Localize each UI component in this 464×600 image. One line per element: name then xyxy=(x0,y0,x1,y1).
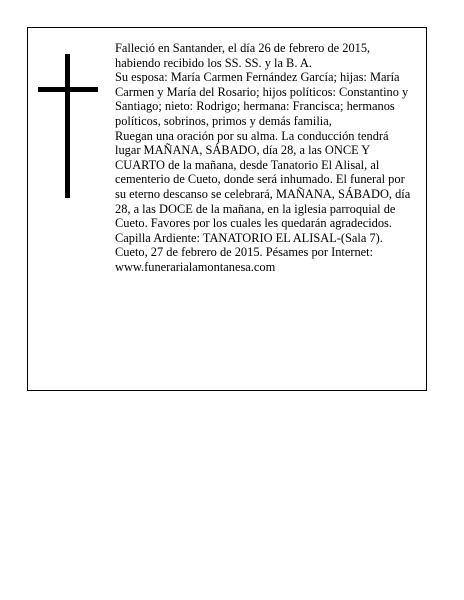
family-paragraph: Su esposa: María Carmen Fernández García; hijas: María Carmen y María del Rosario; hijos políticos: Constantino y Santiago; nieto: Rodrigo; hermana: Francisca; hermanos políticos, sobrinos, primos y demás familia, xyxy=(115,70,409,128)
ceremony-paragraph: Ruegan una oración por su alma. La conducción tendrá lugar MAÑANA, SÁBADO, día 28, a las ONCE Y CUARTO de la mañana, desde Tanatorio El Alisal, al cementerio de Cueto, donde será inhumado. El funeral por su eterno descanso se celebrará, MAÑANA, SÁBADO, día 28, a las DOCE de la mañana, en la iglesia parroquial de Cueto. Favores por los cuales les quedarán agradecidos. Capilla Ardiente: TANATORIO EL ALISAL-(Sala 7). xyxy=(115,128,411,245)
cross-vertical-bar xyxy=(65,54,70,198)
obituary-notice xyxy=(27,27,427,391)
cross-horizontal-bar xyxy=(38,87,98,92)
obituary-text xyxy=(115,41,415,275)
death-announcement-paragraph: Falleció en Santander, el día 26 de febrero de 2015, habiendo recibido los SS. SS. y la B. A. xyxy=(115,41,371,70)
cross-icon xyxy=(38,54,100,198)
date-and-condolences-paragraph: Cueto, 27 de febrero de 2015. Pésames por Internet: www.funerarialamontanesa.com xyxy=(115,245,374,274)
